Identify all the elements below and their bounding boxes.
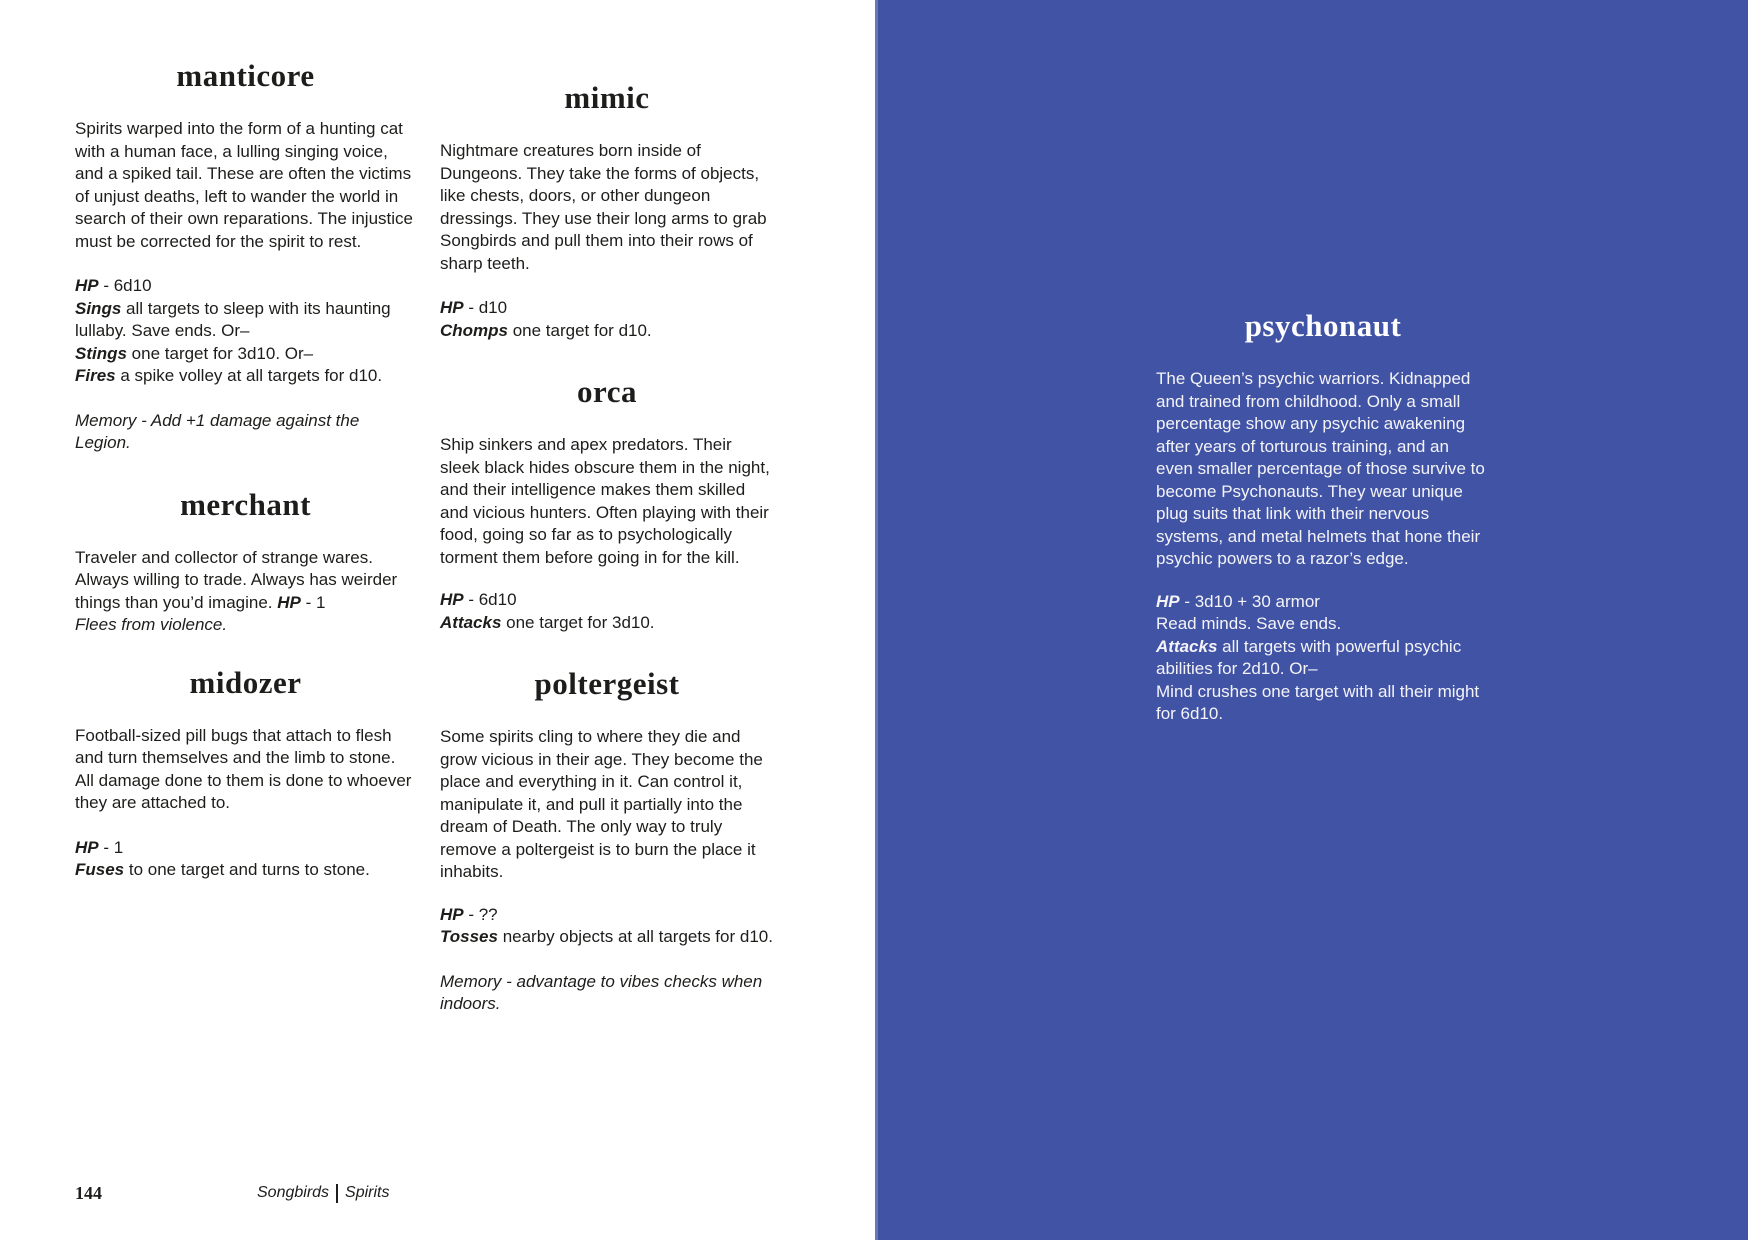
- entry-title-midozer: midozer: [189, 664, 302, 700]
- stat-keyword: Chomps: [440, 320, 508, 340]
- entry-title-orca: orca: [577, 374, 637, 409]
- entry-stats: [75, 275, 416, 388]
- footer-chapter: Spirits: [345, 1184, 390, 1201]
- stat-text: nearby objects at all targets for d10.: [497, 927, 773, 946]
- stat-keyword: Tosses: [440, 927, 498, 946]
- stat-line: [1156, 613, 1490, 636]
- entry-manticore: [75, 58, 416, 455]
- entry-title-mimic: mimic: [564, 80, 650, 115]
- stat-text: one target for 3d10.: [501, 612, 655, 632]
- stat-keyword: HP: [75, 276, 99, 295]
- stat-line: [440, 589, 774, 612]
- right-column: [1156, 308, 1490, 748]
- entry-orca: [440, 374, 774, 634]
- entry-psychonaut: [1156, 308, 1490, 726]
- stat-keyword: Fuses: [75, 860, 125, 879]
- entry-stats: [75, 837, 416, 882]
- stat-line: [1156, 636, 1490, 681]
- stat-line: [440, 297, 774, 320]
- entry-description: Ship sinkers and apex predators. Their sleek black hides obscure them in the night, and their intelligence makes them skilled and vicious hunters. Often playing with their food, going so far as to psychologically torment them before going in for the kill.: [440, 435, 770, 567]
- stat-text: - d10: [463, 298, 508, 317]
- stat-keyword: HP: [277, 592, 301, 612]
- entry-stats: [1156, 591, 1490, 726]
- footer-book-title: Songbirds: [257, 1184, 330, 1201]
- stat-keyword: HP: [440, 904, 464, 924]
- stat-text: - 3d10 + 30 armor: [1179, 591, 1320, 611]
- stat-line: [440, 320, 774, 343]
- entry-description: Spirits warped into the form of a hunting cat with a human face, a lulling singing voice, and a spiked tail. These are often the victims of unjust deaths, left to wander the world in search of their own reparations. The injustice must be corrected for the spirit to rest.: [75, 119, 413, 251]
- left-column-1: [75, 58, 416, 904]
- stat-text: Mind crushes one target with all their might for 6d10.: [1156, 681, 1480, 723]
- stat-text: - 6d10: [463, 590, 517, 609]
- stat-keyword: HP: [75, 837, 99, 857]
- page-number: 144: [75, 1183, 102, 1203]
- stat-line: [1156, 681, 1490, 726]
- footer-divider: [336, 1184, 338, 1203]
- stat-keyword: HP: [440, 298, 464, 317]
- stat-keyword: Stings: [75, 343, 127, 363]
- flees-note: Flees from violence.: [75, 615, 228, 634]
- entry-stats: [440, 297, 774, 342]
- stat-line: [75, 837, 416, 860]
- stat-line: [1156, 591, 1490, 614]
- entry-title-psychonaut: psychonaut: [1244, 308, 1402, 343]
- stat-text: Read minds. Save ends.: [1156, 614, 1342, 633]
- stat-line: [75, 859, 416, 882]
- stat-text: a spike volley at all targets for d10.: [115, 366, 383, 385]
- stat-text: - 6d10: [98, 276, 152, 295]
- stat-keyword: Attacks: [1156, 636, 1218, 656]
- stat-line: [440, 926, 774, 949]
- stat-text: - ??: [463, 904, 498, 924]
- memory-note: Memory - advantage to vibes checks when indoors.: [440, 971, 763, 1013]
- entry-description: Football-sized pill bugs that attach to flesh and turn themselves and the limb to stone. All damage done to them is done to whoever they are attached to.: [75, 725, 412, 812]
- stat-keyword: Attacks: [440, 612, 502, 632]
- stat-keyword: Sings: [75, 298, 122, 318]
- entry-title-merchant: merchant: [180, 486, 311, 522]
- entry-merchant: [75, 487, 416, 637]
- stat-keyword: HP: [440, 590, 464, 609]
- stat-text: - 1: [98, 837, 124, 857]
- stat-text: all targets to sleep with its haunting lullaby. Save ends. Or–: [75, 298, 391, 340]
- stat-line: [440, 612, 774, 635]
- entry-description: Nightmare creatures born inside of Dungeons. They take the forms of objects, like chests, doors, or other dungeon dressings. They use their long arms to grab Songbirds and pull them into their rows of sharp teeth.: [440, 141, 767, 273]
- entry-mimic: [440, 80, 774, 342]
- stat-text: - 1: [300, 592, 326, 612]
- stat-keyword: Fires: [75, 366, 116, 385]
- stat-line: [75, 343, 416, 366]
- stat-line: [75, 298, 416, 343]
- stat-line: [75, 275, 416, 298]
- stat-text: to one target and turns to stone.: [124, 860, 370, 879]
- entry-title-manticore: manticore: [176, 58, 315, 93]
- stat-line: [75, 365, 416, 388]
- entry-poltergeist: [440, 666, 774, 1016]
- entry-description: Some spirits cling to where they die and grow vicious in their age. They become the place and everything in it. Can control it, manipulate it, and pull it partially into the dream of Death. The only way to truly remove a poltergeist is to burn the place it inhabits.: [440, 727, 763, 881]
- entry-stats: [440, 904, 774, 949]
- memory-note: Memory - Add +1 damage against the Legion.: [75, 410, 360, 452]
- entry-description: The Queen’s psychic warriors. Kidnapped and trained from childhood. Only a small percentage show any psychic awakening after years of torturous training, and an even smaller percentage of those survive to become Psychonauts. They wear unique plug suits that link with their nervous systems, and metal helmets that hone their psychic powers to a razor’s edge.: [1156, 369, 1485, 568]
- entry-midozer: [75, 665, 416, 882]
- left-column-2: [440, 80, 774, 1048]
- description-text: Traveler and collector of strange wares. Always willing to trade. Always has weirder things than you’d imagine.: [75, 547, 398, 612]
- running-footer: [257, 1183, 390, 1203]
- stat-text: one target for d10.: [508, 320, 652, 340]
- stat-text: all targets with powerful psychic abilities for 2d10. Or–: [1156, 636, 1462, 678]
- entry-title-poltergeist: poltergeist: [534, 666, 680, 701]
- stat-keyword: HP: [1156, 591, 1180, 611]
- entry-stats: [440, 589, 774, 634]
- entry-description: [75, 547, 416, 637]
- stat-line: [440, 904, 774, 927]
- stat-text: one target for 3d10. Or–: [126, 343, 314, 363]
